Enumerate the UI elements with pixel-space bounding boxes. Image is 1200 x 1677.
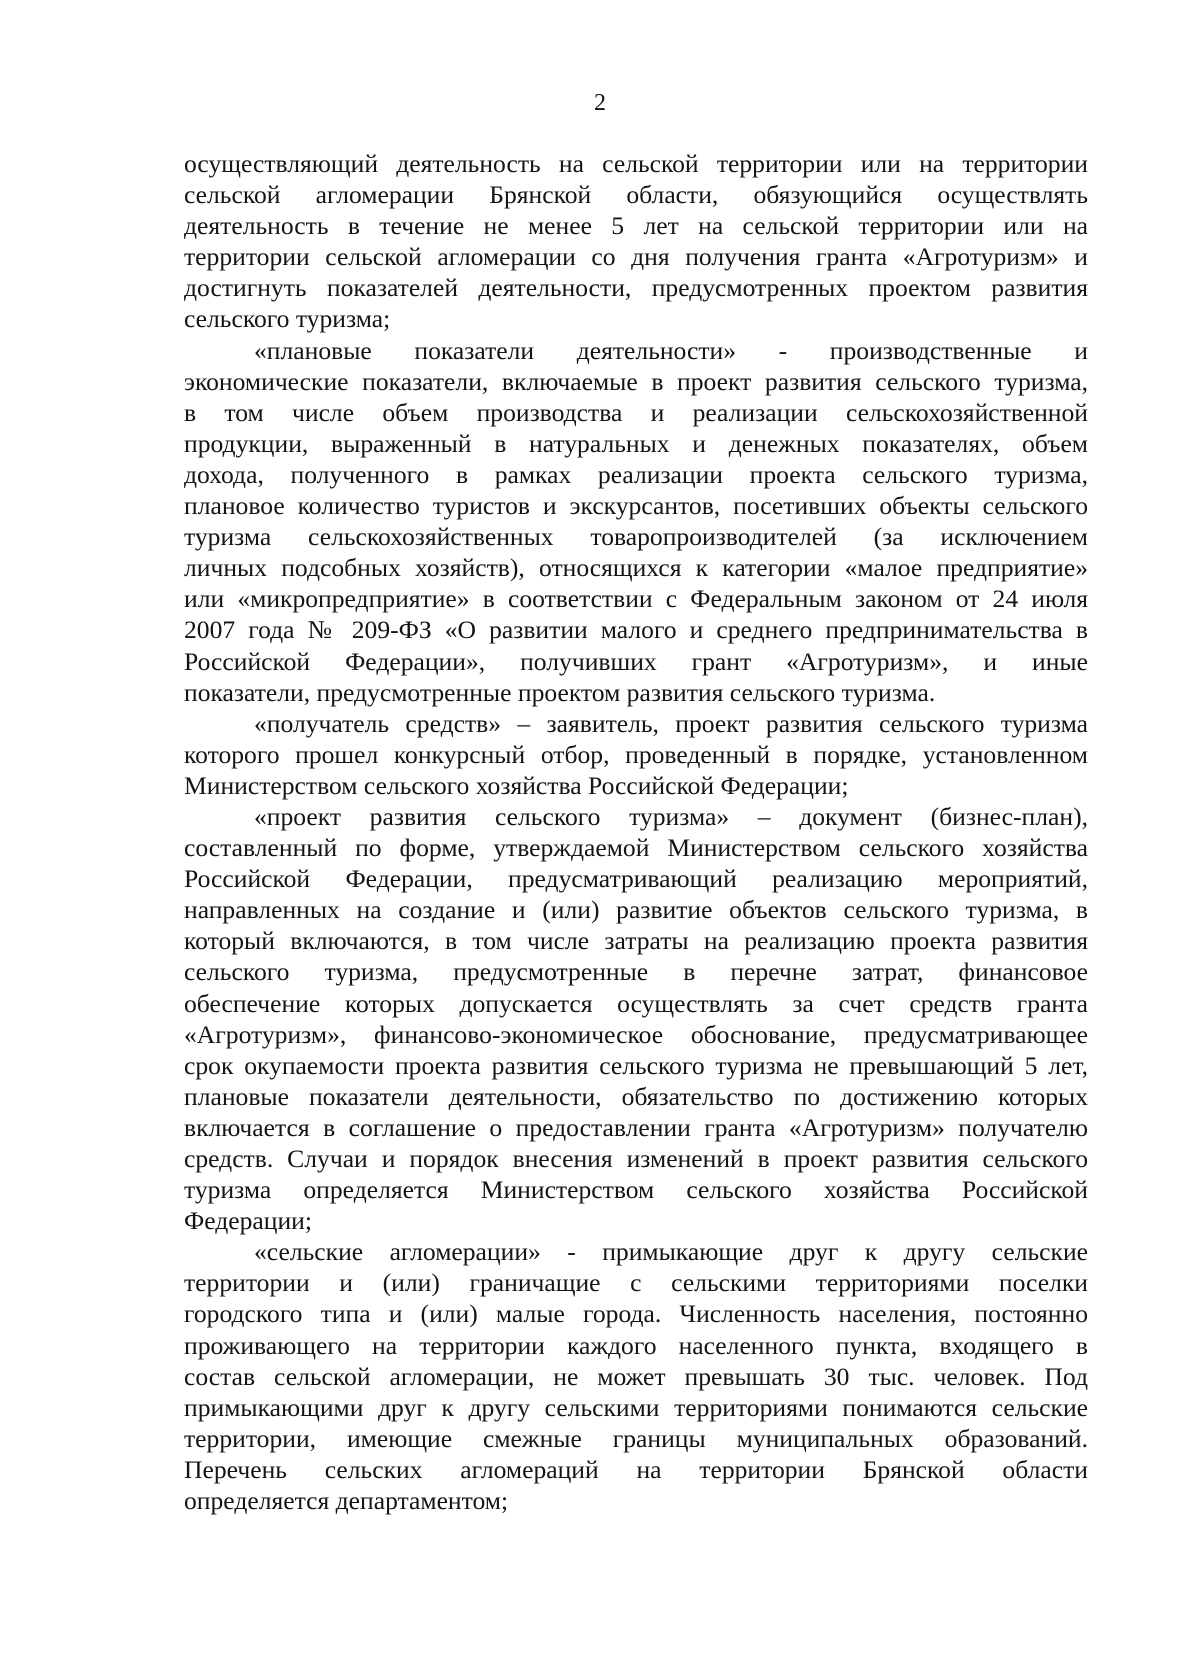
text-line: сельского туризма; [184,304,391,334]
text-line: срок окупаемости проекта развития сельского туризма не превышающий 5 лет, [184,1050,1088,1080]
text-line: плановые показатели деятельности, обязательство по достижению которых [184,1081,1088,1111]
text-line: территории и (или) граничащие с сельскими территориями поселки [184,1268,1088,1298]
text-line: «плановые показатели деятельности» - производственные и [254,335,1088,365]
text-line: Российской Федерации, предусматривающий реализацию мероприятий, [184,864,1088,894]
text-line: деятельность в течение не менее 5 лет на сельской территории или на [184,211,1088,241]
paragraph [184,708,1088,801]
text-line: плановое количество туристов и экскурсантов, посетивших объекты сельского [184,491,1088,521]
text-line: туризма определяется Министерством сельского хозяйства Российской [184,1175,1088,1205]
text-line: примыкающими друг к другу сельскими территориями понимаются сельские [184,1392,1088,1422]
text-line: «сельские агломерации» - примыкающие друг к другу сельские [254,1237,1088,1267]
text-line: территории сельской агломерации со дня получения гранта «Агротуризм» и [184,242,1088,272]
paragraph [184,1236,1088,1516]
text-line: сельской агломерации Брянской области, обязующийся осуществлять [184,180,1088,210]
page-number: 2 [594,90,606,116]
text-line: проживающего на территории каждого населенного пункта, входящего в [184,1330,1088,1360]
text-line: которого прошел конкурсный отбор, проведенный в порядке, установленном [184,739,1088,769]
text-line: территории, имеющие смежные границы муниципальных образований. [184,1423,1088,1453]
paragraph [184,801,1088,1236]
text-line: который включаются, в том числе затраты на реализацию проекта развития [184,926,1088,956]
text-line: средств. Случаи и порядок внесения изменений в проект развития сельского [184,1144,1088,1173]
text-line: личных подсобных хозяйств), относящихся к категории «малое предприятие» [184,553,1088,583]
text-line: направленных на создание и (или) развитие объектов сельского туризма, в [184,895,1088,925]
text-line: туризма сельскохозяйственных товаропроизводителей (за исключением [184,522,1088,552]
text-line: определяется департаментом; [184,1486,509,1516]
text-line: «проект развития сельского туризма» – документ (бизнес-план), [254,801,1088,831]
text-line: достигнуть показателей деятельности, предусмотренных проектом развития [184,273,1088,303]
text-line: включается в соглашение о предоставлении гранта «Агротуризм» получателю [184,1112,1088,1142]
text-line: или «микропредприятие» в соответствии с Федеральным законом от 24 июля [184,584,1088,614]
text-line: «получатель средств» – заявитель, проект развития сельского туризма [254,708,1088,738]
text-line: Федерации; [184,1206,312,1236]
text-line: показатели, предусмотренные проектом развития сельского туризма. [184,677,936,707]
text-line: обеспечение которых допускается осуществлять за счет средств гранта [184,988,1088,1018]
paragraph [184,148,1088,335]
text-line: «Агротуризм», финансово-экономическое обоснование, предусматривающее [184,1019,1088,1049]
text-line: Перечень сельских агломераций на территории Брянской области [184,1454,1088,1484]
document-body [184,148,1088,1516]
text-line: сельского туризма, предусмотренные в перечне затрат, финансовое [184,957,1088,987]
text-line: состав сельской агломерации, не может превышать 30 тыс. человек. Под [184,1361,1088,1391]
text-line: в том числе объем производства и реализации сельскохозяйственной [184,397,1088,427]
text-line: городского типа и (или) малые города. Численность населения, постоянно [184,1299,1088,1329]
text-line: экономические показатели, включаемые в проект развития сельского туризма, [184,366,1088,396]
text-line: осуществляющий деятельность на сельской территории или на территории [184,149,1088,178]
text-line: дохода, полученного в рамках реализации проекта сельского туризма, [184,459,1088,489]
text-line: Российской Федерации», получивших грант «Агротуризм», и иные [184,646,1088,676]
text-line: продукции, выраженный в натуральных и денежных показателях, объем [184,428,1088,458]
text-line: составленный по форме, утверждаемой Министерством сельского хозяйства [184,833,1088,863]
paragraph [184,335,1088,708]
text-line: 2007 года № 209-ФЗ «О развитии малого и среднего предпринимательства в [184,615,1088,645]
text-line: Министерством сельского хозяйства Российской Федерации; [184,770,849,800]
